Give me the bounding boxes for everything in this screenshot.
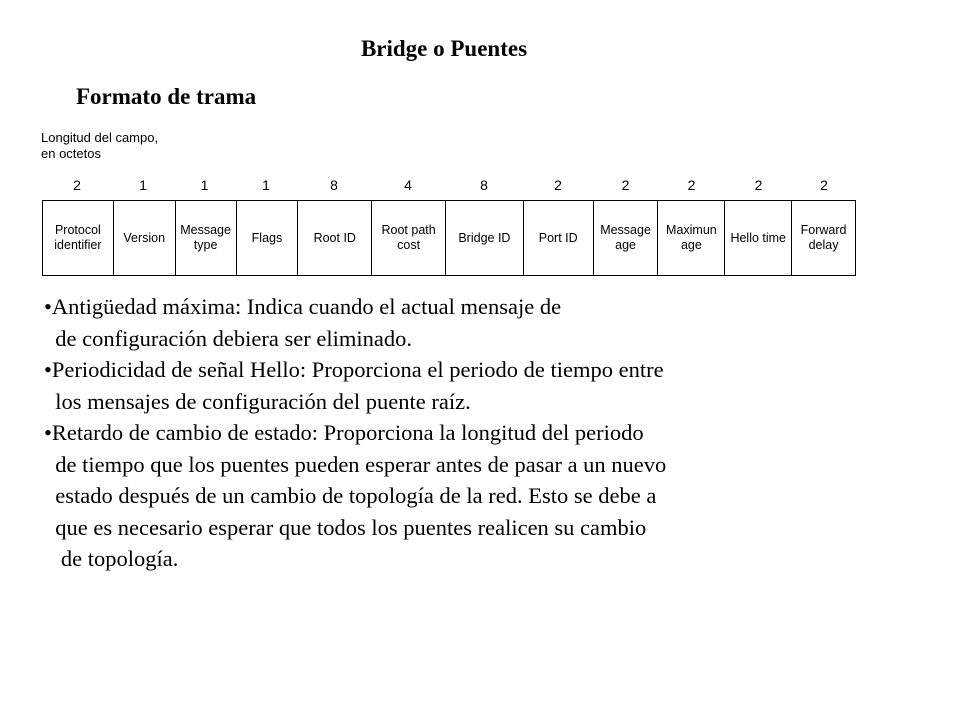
frame-field-bridge-id bbox=[445, 201, 523, 275]
field-label: Forward delay bbox=[800, 223, 847, 252]
frame-field-root-id bbox=[297, 201, 371, 275]
slide-title: Bridge o Puentes bbox=[360, 36, 528, 61]
field-size: 2 bbox=[73, 177, 81, 193]
frame-field-flags bbox=[236, 201, 298, 275]
field-size: 2 bbox=[621, 177, 630, 193]
field-length-caption bbox=[41, 130, 158, 162]
frame-field-port-id bbox=[523, 201, 593, 275]
frame-field-root-path-cost bbox=[371, 201, 445, 275]
field-size: 8 bbox=[330, 177, 338, 193]
frame-field-forward-delay bbox=[791, 201, 855, 275]
frame-field-protocol-identifier bbox=[43, 201, 113, 275]
caption-line: en octetos bbox=[41, 146, 101, 161]
field-size: 2 bbox=[820, 177, 828, 193]
bullet-line: •Periodicidad de señal Hello: Proporciona el periodo de tiempo entre bbox=[44, 357, 664, 382]
bullet-line: de configuración debiera ser eliminado. bbox=[44, 325, 412, 351]
bullet-line: que es necesario esperar que todos los puentes realicen su cambio bbox=[44, 514, 647, 540]
frame-field-maximum-age bbox=[657, 201, 724, 275]
bullet-line: de tiempo que los puentes pueden esperar antes de pasar a un nuevo bbox=[44, 451, 667, 477]
field-label: Version bbox=[123, 230, 166, 245]
slide-subtitle: Formato de trama bbox=[76, 84, 257, 109]
bullet-max-age bbox=[44, 291, 924, 354]
field-label: Maximun age bbox=[666, 223, 717, 252]
field-size: 1 bbox=[139, 177, 147, 193]
field-label: Root path cost bbox=[381, 223, 436, 252]
bullet-line: •Antigüedad máxima: Indica cuando el actual mensaje de bbox=[44, 294, 562, 319]
field-size: 2 bbox=[754, 177, 763, 193]
field-label: Flags bbox=[251, 230, 283, 245]
field-label: Port ID bbox=[538, 230, 578, 245]
bullet-line: de topología. bbox=[44, 546, 179, 571]
field-label: Bridge ID bbox=[458, 230, 511, 245]
field-label: Root ID bbox=[313, 230, 356, 245]
frame-field-message-age bbox=[593, 201, 658, 275]
frame-field-version bbox=[113, 201, 175, 275]
field-size: 1 bbox=[200, 177, 209, 193]
frame-field-hello-time bbox=[724, 201, 791, 275]
caption-line: Longitud del campo, bbox=[41, 130, 159, 145]
bpdu-frame-diagram bbox=[42, 200, 856, 276]
field-size: 4 bbox=[404, 177, 412, 193]
field-size: 2 bbox=[687, 177, 696, 193]
frame-size-row bbox=[42, 176, 856, 194]
field-size: 1 bbox=[262, 177, 270, 193]
field-size: 2 bbox=[554, 177, 562, 193]
field-label: Message type bbox=[180, 223, 231, 252]
field-label: Protocol identifier bbox=[54, 223, 102, 252]
field-label: Message age bbox=[600, 223, 651, 252]
bullet-list bbox=[44, 291, 924, 575]
bullet-line: •Retardo de cambio de estado: Proporciona la longitud del periodo bbox=[44, 420, 644, 445]
bullet-hello-time bbox=[44, 354, 924, 417]
bullet-line: los mensajes de configuración del puente raíz. bbox=[44, 388, 471, 414]
frame-field-message-type bbox=[175, 201, 236, 275]
field-size: 8 bbox=[480, 177, 488, 193]
field-label: Hello time bbox=[730, 230, 787, 245]
bullet-line: estado después de un cambio de topología de la red. Esto se debe a bbox=[44, 483, 657, 508]
bullet-forward-delay bbox=[44, 417, 924, 575]
